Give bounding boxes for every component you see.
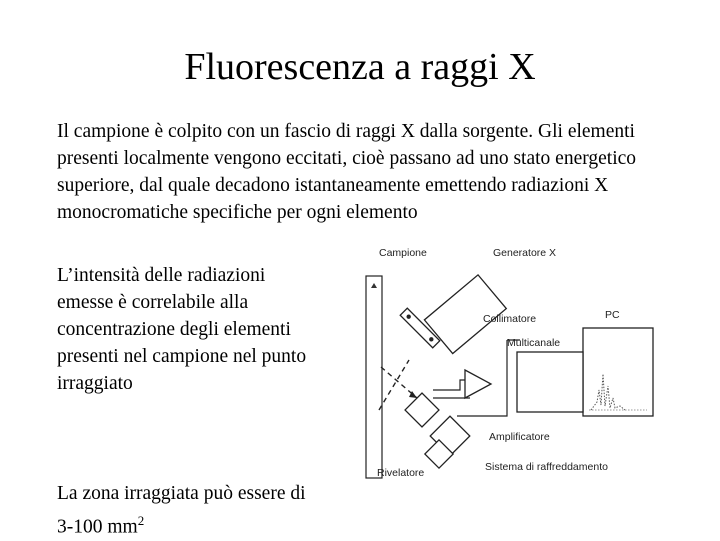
label-raffreddamento: Sistema di raffreddamento bbox=[485, 461, 608, 473]
label-rivelatore: Rivelatore bbox=[377, 467, 425, 479]
label-campione: Campione bbox=[379, 247, 427, 259]
area-paragraph bbox=[57, 480, 307, 541]
primary-beam-arrow bbox=[379, 360, 409, 410]
sample-holder-bar bbox=[366, 276, 382, 478]
label-amplificatore: Amplificatore bbox=[489, 431, 550, 443]
area-exponent: 2 bbox=[137, 513, 145, 528]
label-generatore: Generatore X bbox=[493, 247, 557, 259]
label-pc: PC bbox=[605, 309, 620, 321]
pc-monitor bbox=[583, 328, 653, 416]
multichannel-box bbox=[517, 352, 583, 412]
slide-title: Fluorescenza a raggi X bbox=[184, 46, 536, 88]
area-text: La zona irraggiata può essere di 3-100 mm bbox=[57, 483, 306, 538]
label-multicanale: Multicanale bbox=[507, 337, 561, 349]
amplifier-symbol bbox=[465, 370, 491, 398]
xrf-diagram bbox=[357, 240, 665, 486]
label-collimatore: Collimatore bbox=[483, 313, 537, 325]
intensity-paragraph: L’intensità delle radiazioni emesse è correlabile alla concentrazione degli elementi presenti nel campione nel punto irraggiato bbox=[57, 265, 307, 394]
intro-paragraph: Il campione è colpito con un fascio di raggi X dalla sorgente. Gli elementi presenti localmente vengono eccitati, cioè passano ad uno stato energetico superiore, dal quale decadono istantaneamente emettendo radiazioni X monocromatiche specifiche per ogni elemento bbox=[57, 121, 637, 223]
